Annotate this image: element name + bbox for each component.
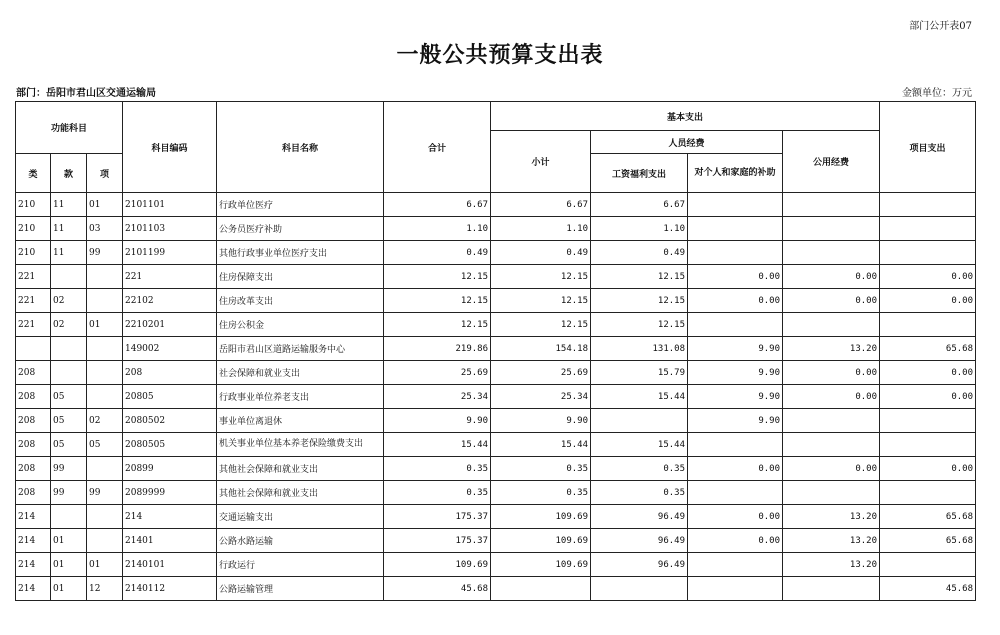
subject-name-cell: 住房保障支出 [217,265,384,289]
item-cell [87,529,123,553]
public-expense-cell: 13.20 [783,337,880,361]
class-cell: 208 [16,457,51,481]
subject-name-header: 科目名称 [217,102,384,193]
item-cell: 05 [87,433,123,457]
item-cell [87,265,123,289]
subject-name-cell: 公路水路运输 [217,529,384,553]
subtotal-cell: 109.69 [491,553,591,577]
subject-code-cell: 2101199 [123,241,217,265]
public-expense-header: 公用经费 [783,131,880,193]
project-expense-cell: 0.00 [880,265,976,289]
public-expense-cell [783,241,880,265]
subject-code-cell: 20899 [123,457,217,481]
public-expense-cell: 13.20 [783,529,880,553]
subtotal-cell: 9.90 [491,409,591,433]
total-cell: 12.15 [384,289,491,313]
project-expense-cell [880,553,976,577]
public-expense-cell: 0.00 [783,457,880,481]
salary-cell: 0.35 [591,457,688,481]
subject-name-cell: 事业单位离退休 [217,409,384,433]
salary-cell: 96.49 [591,553,688,577]
subject-name-cell: 行政运行 [217,553,384,577]
subject-name-cell: 住房改革支出 [217,289,384,313]
salary-cell: 15.44 [591,433,688,457]
item-cell: 12 [87,577,123,601]
table-body [16,193,976,601]
subject-name-cell: 社会保障和就业支出 [217,361,384,385]
class-cell: 208 [16,409,51,433]
subject-name-cell: 其他行政事业单位医疗支出 [217,241,384,265]
public-expense-cell [783,313,880,337]
subtotal-cell: 6.67 [491,193,591,217]
total-cell: 9.90 [384,409,491,433]
subsidy-cell: 0.00 [688,505,783,529]
subsidy-cell: 0.00 [688,457,783,481]
subtotal-header: 小计 [491,131,591,193]
subsidy-cell: 9.90 [688,337,783,361]
subject-name-cell: 交通运输支出 [217,505,384,529]
subsidy-cell [688,553,783,577]
project-expense-cell [880,433,976,457]
item-cell [87,457,123,481]
table-header [16,102,976,193]
public-expense-cell: 0.00 [783,385,880,409]
subject-code-cell: 221 [123,265,217,289]
salary-cell: 1.10 [591,217,688,241]
item-header: 项 [87,154,123,193]
subject-code-cell: 2101103 [123,217,217,241]
subject-code-cell: 20805 [123,385,217,409]
public-expense-cell: 0.00 [783,361,880,385]
class-cell [16,337,51,361]
subject-code-cell: 214 [123,505,217,529]
item-cell: 02 [87,409,123,433]
table-row [16,265,976,289]
project-expense-cell: 45.68 [880,577,976,601]
salary-cell: 0.35 [591,481,688,505]
total-cell: 219.86 [384,337,491,361]
subtotal-cell: 109.69 [491,529,591,553]
public-expense-cell [783,409,880,433]
subject-code-cell: 2080505 [123,433,217,457]
table-row [16,361,976,385]
class-cell: 210 [16,193,51,217]
item-cell [87,289,123,313]
class-cell: 221 [16,289,51,313]
subject-name-cell: 其他社会保障和就业支出 [217,457,384,481]
personnel-header: 人员经费 [591,131,783,154]
table-row [16,193,976,217]
section-cell: 99 [51,481,87,505]
salary-cell: 12.15 [591,313,688,337]
item-cell [87,385,123,409]
subsidy-cell: 0.00 [688,289,783,313]
salary-cell [591,409,688,433]
item-cell: 99 [87,241,123,265]
func-subject-header: 功能科目 [16,102,123,154]
amount-unit-label: 金额单位：万元 [902,88,972,99]
subject-name-cell: 其他社会保障和就业支出 [217,481,384,505]
total-cell: 25.34 [384,385,491,409]
project-expense-cell [880,409,976,433]
class-cell: 221 [16,265,51,289]
item-cell: 01 [87,193,123,217]
subject-code-cell: 21401 [123,529,217,553]
subtotal-cell: 25.69 [491,361,591,385]
total-cell: 6.67 [384,193,491,217]
section-cell: 02 [51,289,87,313]
subsidy-cell: 9.90 [688,361,783,385]
total-cell: 12.15 [384,313,491,337]
class-cell: 214 [16,577,51,601]
subject-code-cell: 2140101 [123,553,217,577]
subject-code-cell: 22102 [123,289,217,313]
subsidy-cell [688,193,783,217]
class-cell: 221 [16,313,51,337]
salary-cell: 131.08 [591,337,688,361]
table-row [16,241,976,265]
subject-code-cell: 208 [123,361,217,385]
section-cell: 01 [51,577,87,601]
subsidy-cell: 9.90 [688,409,783,433]
subtotal-cell: 25.34 [491,385,591,409]
subsidy-cell [688,217,783,241]
total-cell: 175.37 [384,505,491,529]
class-cell: 208 [16,481,51,505]
subject-code-cell: 2080502 [123,409,217,433]
subtotal-cell: 12.15 [491,265,591,289]
class-cell: 208 [16,385,51,409]
section-cell: 11 [51,217,87,241]
section-cell [51,337,87,361]
section-cell: 05 [51,433,87,457]
total-cell: 175.37 [384,529,491,553]
section-cell: 01 [51,529,87,553]
salary-cell: 12.15 [591,265,688,289]
subject-code-cell: 2101101 [123,193,217,217]
project-expense-cell [880,481,976,505]
class-cell: 210 [16,241,51,265]
total-header: 合计 [384,102,491,193]
subject-code-cell: 2089999 [123,481,217,505]
public-expense-cell [783,577,880,601]
subsidy-cell [688,481,783,505]
total-cell: 25.69 [384,361,491,385]
subtotal-cell: 154.18 [491,337,591,361]
project-expense-header: 项目支出 [880,102,976,193]
subtotal-cell: 1.10 [491,217,591,241]
public-expense-cell [783,217,880,241]
subject-name-cell: 公务员医疗补助 [217,217,384,241]
total-cell: 0.35 [384,481,491,505]
item-cell [87,505,123,529]
project-expense-cell: 0.00 [880,385,976,409]
project-expense-cell [880,193,976,217]
subtotal-cell: 0.49 [491,241,591,265]
class-cell: 208 [16,361,51,385]
subject-code-header: 科目编码 [123,102,217,193]
salary-cell: 15.79 [591,361,688,385]
subject-code-cell: 2140112 [123,577,217,601]
public-expense-cell [783,433,880,457]
subtotal-cell: 15.44 [491,433,591,457]
table-row [16,505,976,529]
table-row [16,313,976,337]
total-cell: 1.10 [384,217,491,241]
subsidy-cell [688,313,783,337]
item-cell: 01 [87,553,123,577]
subject-name-cell: 机关事业单位基本养老保险缴费支出 [217,433,384,457]
subtotal-cell: 0.35 [491,457,591,481]
subject-code-cell: 149002 [123,337,217,361]
project-expense-cell: 65.68 [880,337,976,361]
table-row [16,217,976,241]
section-cell [51,505,87,529]
project-expense-cell: 0.00 [880,361,976,385]
subsidy-cell [688,433,783,457]
public-expense-cell [783,193,880,217]
public-expense-cell: 13.20 [783,553,880,577]
salary-cell [591,577,688,601]
subject-name-cell: 行政事业单位养老支出 [217,385,384,409]
subject-code-cell: 2210201 [123,313,217,337]
public-expense-cell: 0.00 [783,265,880,289]
section-cell: 05 [51,385,87,409]
salary-cell: 96.49 [591,529,688,553]
table-row [16,529,976,553]
table-row [16,433,976,457]
class-cell: 214 [16,529,51,553]
individual-family-header: 对个人和家庭的补助 [688,154,783,193]
public-expense-cell [783,481,880,505]
project-expense-cell: 65.68 [880,505,976,529]
department-label: 部门：岳阳市君山区交通运输局 [16,88,156,99]
subtotal-cell [491,577,591,601]
total-cell: 0.35 [384,457,491,481]
section-cell: 02 [51,313,87,337]
item-cell: 01 [87,313,123,337]
subsidy-cell [688,241,783,265]
subject-name-cell: 岳阳市君山区道路运输服务中心 [217,337,384,361]
subject-name-cell: 住房公积金 [217,313,384,337]
form-number: 部门公开表07 [909,21,972,32]
budget-expenditure-table [15,101,976,601]
item-cell [87,361,123,385]
public-expense-cell: 0.00 [783,289,880,313]
subtotal-cell: 0.35 [491,481,591,505]
section-cell: 01 [51,553,87,577]
table-row [16,481,976,505]
class-cell: 214 [16,553,51,577]
page-title: 一般公共预算支出表 [396,43,604,68]
section-cell [51,361,87,385]
table-row [16,289,976,313]
salary-cell: 96.49 [591,505,688,529]
salary-cell: 0.49 [591,241,688,265]
section-cell: 05 [51,409,87,433]
subsidy-cell: 9.90 [688,385,783,409]
item-cell [87,337,123,361]
public-expense-cell: 13.20 [783,505,880,529]
subtotal-cell: 12.15 [491,289,591,313]
section-header: 款 [51,154,87,193]
salary-cell: 12.15 [591,289,688,313]
item-cell: 99 [87,481,123,505]
project-expense-cell [880,313,976,337]
table-row [16,409,976,433]
subject-name-cell: 公路运输管理 [217,577,384,601]
project-expense-cell: 65.68 [880,529,976,553]
total-cell: 45.68 [384,577,491,601]
section-cell: 11 [51,193,87,217]
total-cell: 0.49 [384,241,491,265]
subject-name-cell: 行政单位医疗 [217,193,384,217]
class-cell: 208 [16,433,51,457]
project-expense-cell: 0.00 [880,457,976,481]
class-cell: 214 [16,505,51,529]
total-cell: 109.69 [384,553,491,577]
table-row [16,337,976,361]
subsidy-cell [688,577,783,601]
subtotal-cell: 109.69 [491,505,591,529]
subtotal-cell: 12.15 [491,313,591,337]
total-cell: 15.44 [384,433,491,457]
section-cell: 99 [51,457,87,481]
salary-cell: 15.44 [591,385,688,409]
project-expense-cell [880,217,976,241]
salary-cell: 6.67 [591,193,688,217]
section-cell [51,265,87,289]
basic-expense-header: 基本支出 [491,102,880,131]
salary-welfare-header: 工资福利支出 [591,154,688,193]
class-header: 类 [16,154,51,193]
subsidy-cell: 0.00 [688,265,783,289]
table-row [16,553,976,577]
table-row [16,577,976,601]
item-cell: 03 [87,217,123,241]
table-row [16,457,976,481]
class-cell: 210 [16,217,51,241]
table-row [16,385,976,409]
total-cell: 12.15 [384,265,491,289]
section-cell: 11 [51,241,87,265]
project-expense-cell: 0.00 [880,289,976,313]
project-expense-cell [880,241,976,265]
subsidy-cell: 0.00 [688,529,783,553]
